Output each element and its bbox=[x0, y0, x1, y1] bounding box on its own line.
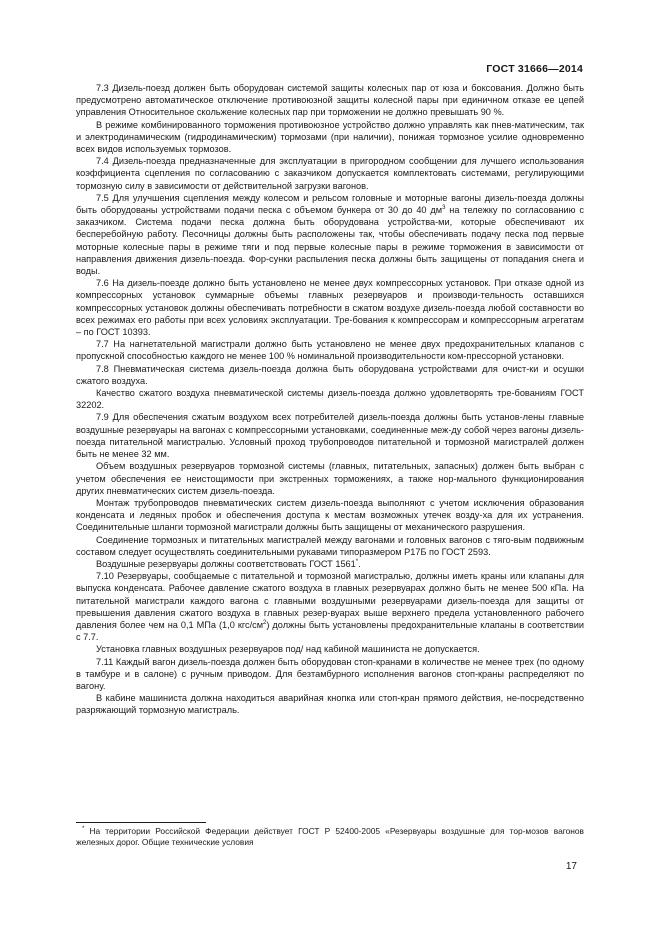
footnote-marker: * bbox=[355, 558, 359, 565]
footnote-body: На территории Российской Федерации действует ГОСТ Р 52400-2005 «Резервуары воздушные для тор-мозов вагонов железных дорог. Общие технические условия bbox=[76, 826, 584, 847]
footnote bbox=[76, 826, 584, 848]
page-number: 17 bbox=[565, 861, 577, 872]
paragraph: 7.6 На дизель-поезде должно быть установлено не менее двух компрессорных установок. При отказе одной из компрессорных установок суммарные объемы главных резервуаров и производи-тельность оставшихся компрессорных установок должны обеспечивать потребности в сжатом воздухе дизель-поезда любой составности во всех режимах его работы при всех условиях эксплуатации. Тре-бования к компрессорам и компрессорным агрегатам – по ГОСТ 10393. bbox=[76, 278, 584, 338]
paragraph: 7.7 На нагнетательной магистрали должно быть установлено не менее двух предохранительных клапанов с пропускной способностью каждого не менее 100 % номинальной производительности ком-прессорной установки. bbox=[76, 339, 584, 362]
paragraph: В режиме комбинированного торможения противоюзное устройство должно управлять как пнев-матическим, так и электродинамическим (гидродинамическим) тормозами (при наличии), понижая тормозное усилие одновременно всех видов используемых тормозов. bbox=[76, 119, 584, 155]
footnote-marker: * bbox=[82, 826, 85, 833]
paragraph: Качество сжатого воздуха пневматической системы дизель-поезда должно удовлетворять тре-бованиям ГОСТ 32202. bbox=[76, 388, 584, 411]
paragraph: 7.3 Дизель-поезд должен быть оборудован системой защиты колесных пар от юза и боксования. Должно быть предусмотрено автоматическое отключение противоюзной защиты колесной пары при единичном отказе ее цепей управления Относительное скольжение колесных пар при торможении не должно превышать 90 %. bbox=[76, 83, 584, 118]
paragraph: Соединение тормозных и питательных магистралей между вагонами и головных вагонов с тяго-вым подвижным составом следует осуществлять соединительными рукавами типоразмером Р17Б по ГОСТ 2593. bbox=[76, 534, 584, 557]
paragraph-text: 7.10 Резервуары, сообщаемые с питательной и тормозной магистралью, должны иметь краны или клапаны для выпуска конденсата. Рабочее давление сжатого воздуха в главных резервуарах должно быть не менее 500 кПа. На питательной магистрали каждого вагона с главными воздушными резервуарами дизель-поезда для защиты от превышения давления сжатого воздуха в главных резер-вуарах выше верхнего предела установленного рабочего давления более чем на 0,1 МПа (1,0 кгс/см bbox=[76, 571, 584, 630]
paragraph-text: на тележку по согласованию с заказчиком. Система подачи песка должна быть оборудована устройства-ми, которые обеспечивают их бесперебойную работу. Песочницы должны быть расположены так, чтобы обеспечивать подачу песка под первые моторные колесные пары в режиме тяги и под первые колесные пары в режиме торможения в зависимости от направления движения дизель-поезда. Фор-сунки распыления песка должны быть защищены от попадания снега и воды. bbox=[76, 205, 584, 277]
footnote-text bbox=[76, 826, 584, 848]
paragraph: 7.11 Каждый вагон дизель-поезда должен быть оборудован стоп-кранами в количестве не менее трех (по одному в тамбуре и в салоне) с ручным приводом. Для безтамбурного исполнения вагонов стоп-краны распределяют по вагону. bbox=[76, 656, 584, 691]
paragraph: Объем воздушных резервуаров тормозной системы (главных, питательных, запасных) должен быть выбран с учетом обеспечения ее неистощимости при экстренных торможениях, а также нор-мального функционирования других пневматических систем дизель-поезда. bbox=[76, 461, 584, 496]
paragraph-text: ) должны быть установлены предохранительные клапаны в соответствии с 7.7. bbox=[76, 619, 584, 643]
paragraph bbox=[76, 558, 584, 570]
paragraph bbox=[76, 192, 584, 277]
document-id: ГОСТ 31666—2014 bbox=[486, 63, 583, 75]
paragraph: Установка главных воздушных резервуаров под/ над кабиной машиниста не допускается. bbox=[96, 644, 480, 655]
superscript: 3 bbox=[442, 204, 446, 211]
paragraph-text: . bbox=[358, 558, 361, 569]
footnote-divider bbox=[76, 822, 206, 823]
paragraph: 7.4 Дизель-поезда предназначенные для эксплуатации в пригородном сообщении для лучшего использования коэффициента сцепления по согласованию с заказчиком допускается комплектовать системами, регулирующими тормозную силу в зависимости от действительной загрузки вагонов. bbox=[76, 156, 584, 191]
document-body bbox=[76, 82, 584, 717]
paragraph: Монтаж трубопроводов пневматических систем дизель-поезда выполняют с учетом исключения образования конденсата и ледяных пробок и обеспечения доступа к местам возможных утечек возду-ха для их устранения. Соединительные шланги тормозной магистрали должны быть защищены от механического разрушения. bbox=[76, 497, 584, 533]
paragraph-text: 7.5 Для улучшения сцепления между колесом и рельсом головные и моторные вагоны дизель-поезда должны быть оборудованы устройствами подачи песка с объемом бункера от 30 до 40 дм bbox=[76, 192, 584, 216]
paragraph bbox=[76, 570, 584, 643]
paragraph-text: Воздушные резервуары должны соответствовать ГОСТ 1561 bbox=[96, 558, 356, 569]
superscript: 2 bbox=[263, 619, 267, 626]
paragraph: 7.9 Для обеспечения сжатым воздухом всех потребителей дизель-поезда должны быть установ-лены главные воздушные резервуары на вагонах с компрессорными установками, соединенные меж-ду собой через вагоны дизель-поезда питательной магистралью. Условный проход трубопроводов питательной и тормозной магистралей должен быть не менее 32 мм. bbox=[76, 412, 584, 460]
paragraph: В кабине машиниста должна находиться аварийная кнопка или стоп-кран прямого действия, не-посредственно разряжающий тормозную магистраль. bbox=[76, 693, 584, 716]
paragraph: 7.8 Пневматическая система дизель-поезда должна быть оборудована устройствами для очист-ки и осушки сжатого воздуха. bbox=[76, 363, 584, 386]
